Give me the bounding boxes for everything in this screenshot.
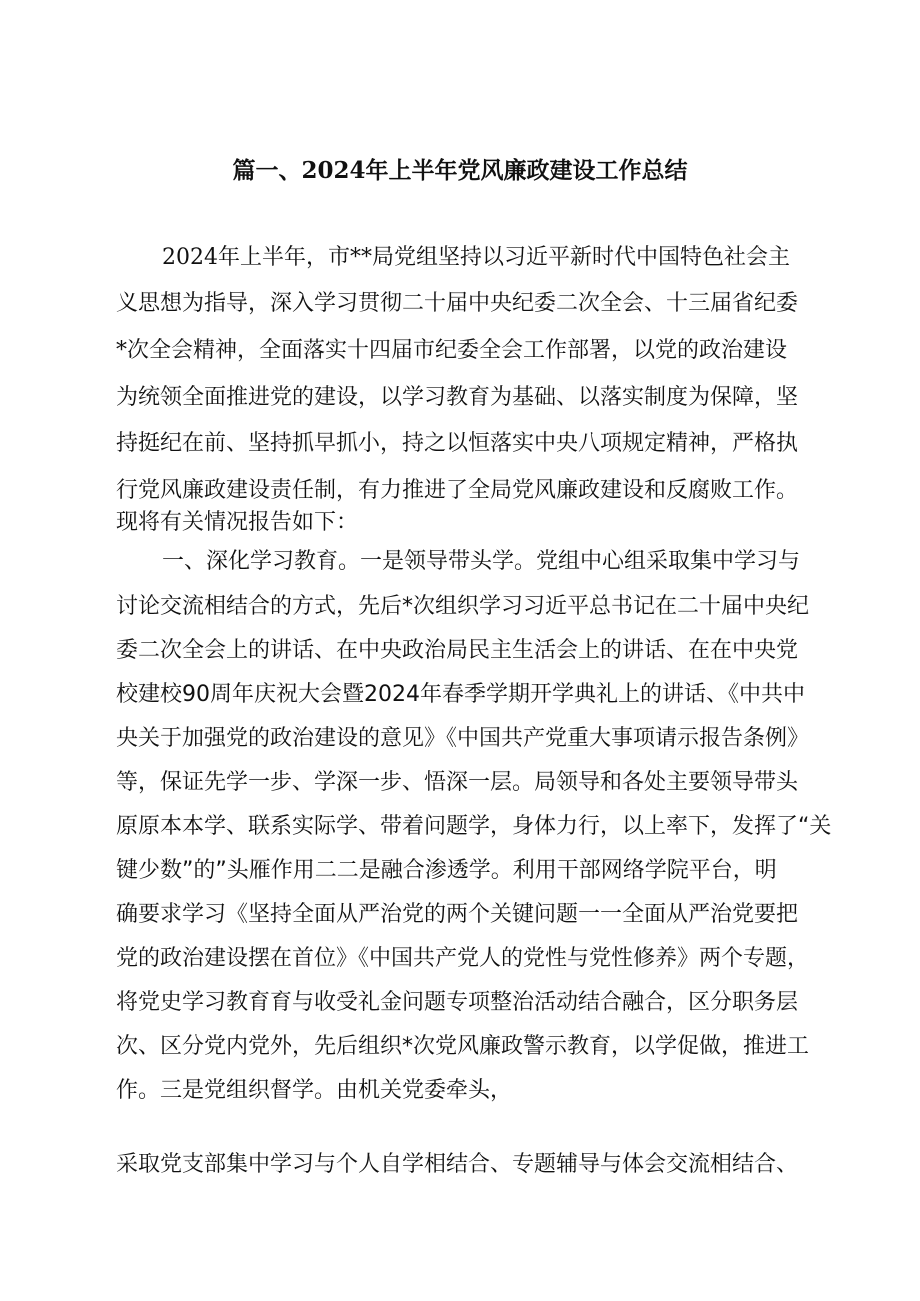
text-line: 为统领全面推进党的建设，以学习教育为基础、以落实制度为保障，坚 [116, 385, 799, 410]
text-line: 现将有关情况报告如下： [116, 510, 359, 535]
text-line: 校建校90周年庆祝大会暨2024年春季学期开学典礼上的讲话、《中共中 [116, 682, 805, 707]
text-line: 确要求学习《坚持全面从严治党的两个关键问题一一全面从严治党要把 [116, 902, 799, 927]
text-line: 采取党支部集中学习与个人自学相结合、专题辅导与体会交流相结合、 [116, 1152, 799, 1177]
text-line: 党的政治建设摆在首位》《中国共产党人的党性与党性修养》两个专题， [116, 946, 810, 971]
text-line: 委二次全会上的讲话、在中央政治局民主生活会上的讲话、在在中央党 [116, 638, 799, 663]
text-line: 将党史学习教育育与收受礼金问题专项整治活动结合融合，区分职务层 [116, 990, 799, 1015]
text-line: 持挺纪在前、坚持抓早抓小，持之以恒落实中央八项规定精神，严格执 [116, 431, 799, 456]
text-line: 原原本本学、联系实际学、带着问题学，身体力行，以上率下，发挥了“关 [116, 814, 832, 839]
text-line: 作。三是党组织督学。由机关党委牵头， [116, 1078, 513, 1103]
text-line: 键少数”的”头雁作用二二是融合渗透学。利用干部网络学院平台，明 [116, 858, 777, 883]
text-line: 2024年上半年，市**局党组坚持以习近平新时代中国特色社会主 [162, 245, 790, 270]
text-line: 行党风廉政建设责任制，有力推进了全局党风廉政建设和反腐败工作。 [116, 478, 799, 503]
text-line: 一、深化学习教育。一是领导带头学。党组中心组采取集中学习与 [162, 549, 801, 574]
document-title: 篇一、2024年上半年党风廉政建设工作总结 [232, 157, 688, 184]
text-line: 央关于加强党的政治建设的意见》《中国共产党重大事项请示报告条例》 [116, 726, 810, 751]
text-line: *次全会精神，全面落实十四届市纪委全会工作部署，以党的政治建设 [116, 338, 788, 363]
text-line: 等，保证先学一步、学深一步、悟深一层。局领导和各处主要领导带头 [116, 770, 799, 795]
text-line: 讨论交流相结合的方式，先后*次组织学习习近平总书记在二十届中央纪 [116, 594, 810, 619]
text-line: 次、区分党内党外，先后组织*次党风廉政警示教育，以学促做，推进工 [116, 1034, 810, 1059]
text-line: 义思想为指导，深入学习贯彻二十届中央纪委二次全会、十三届省纪委 [116, 291, 799, 316]
